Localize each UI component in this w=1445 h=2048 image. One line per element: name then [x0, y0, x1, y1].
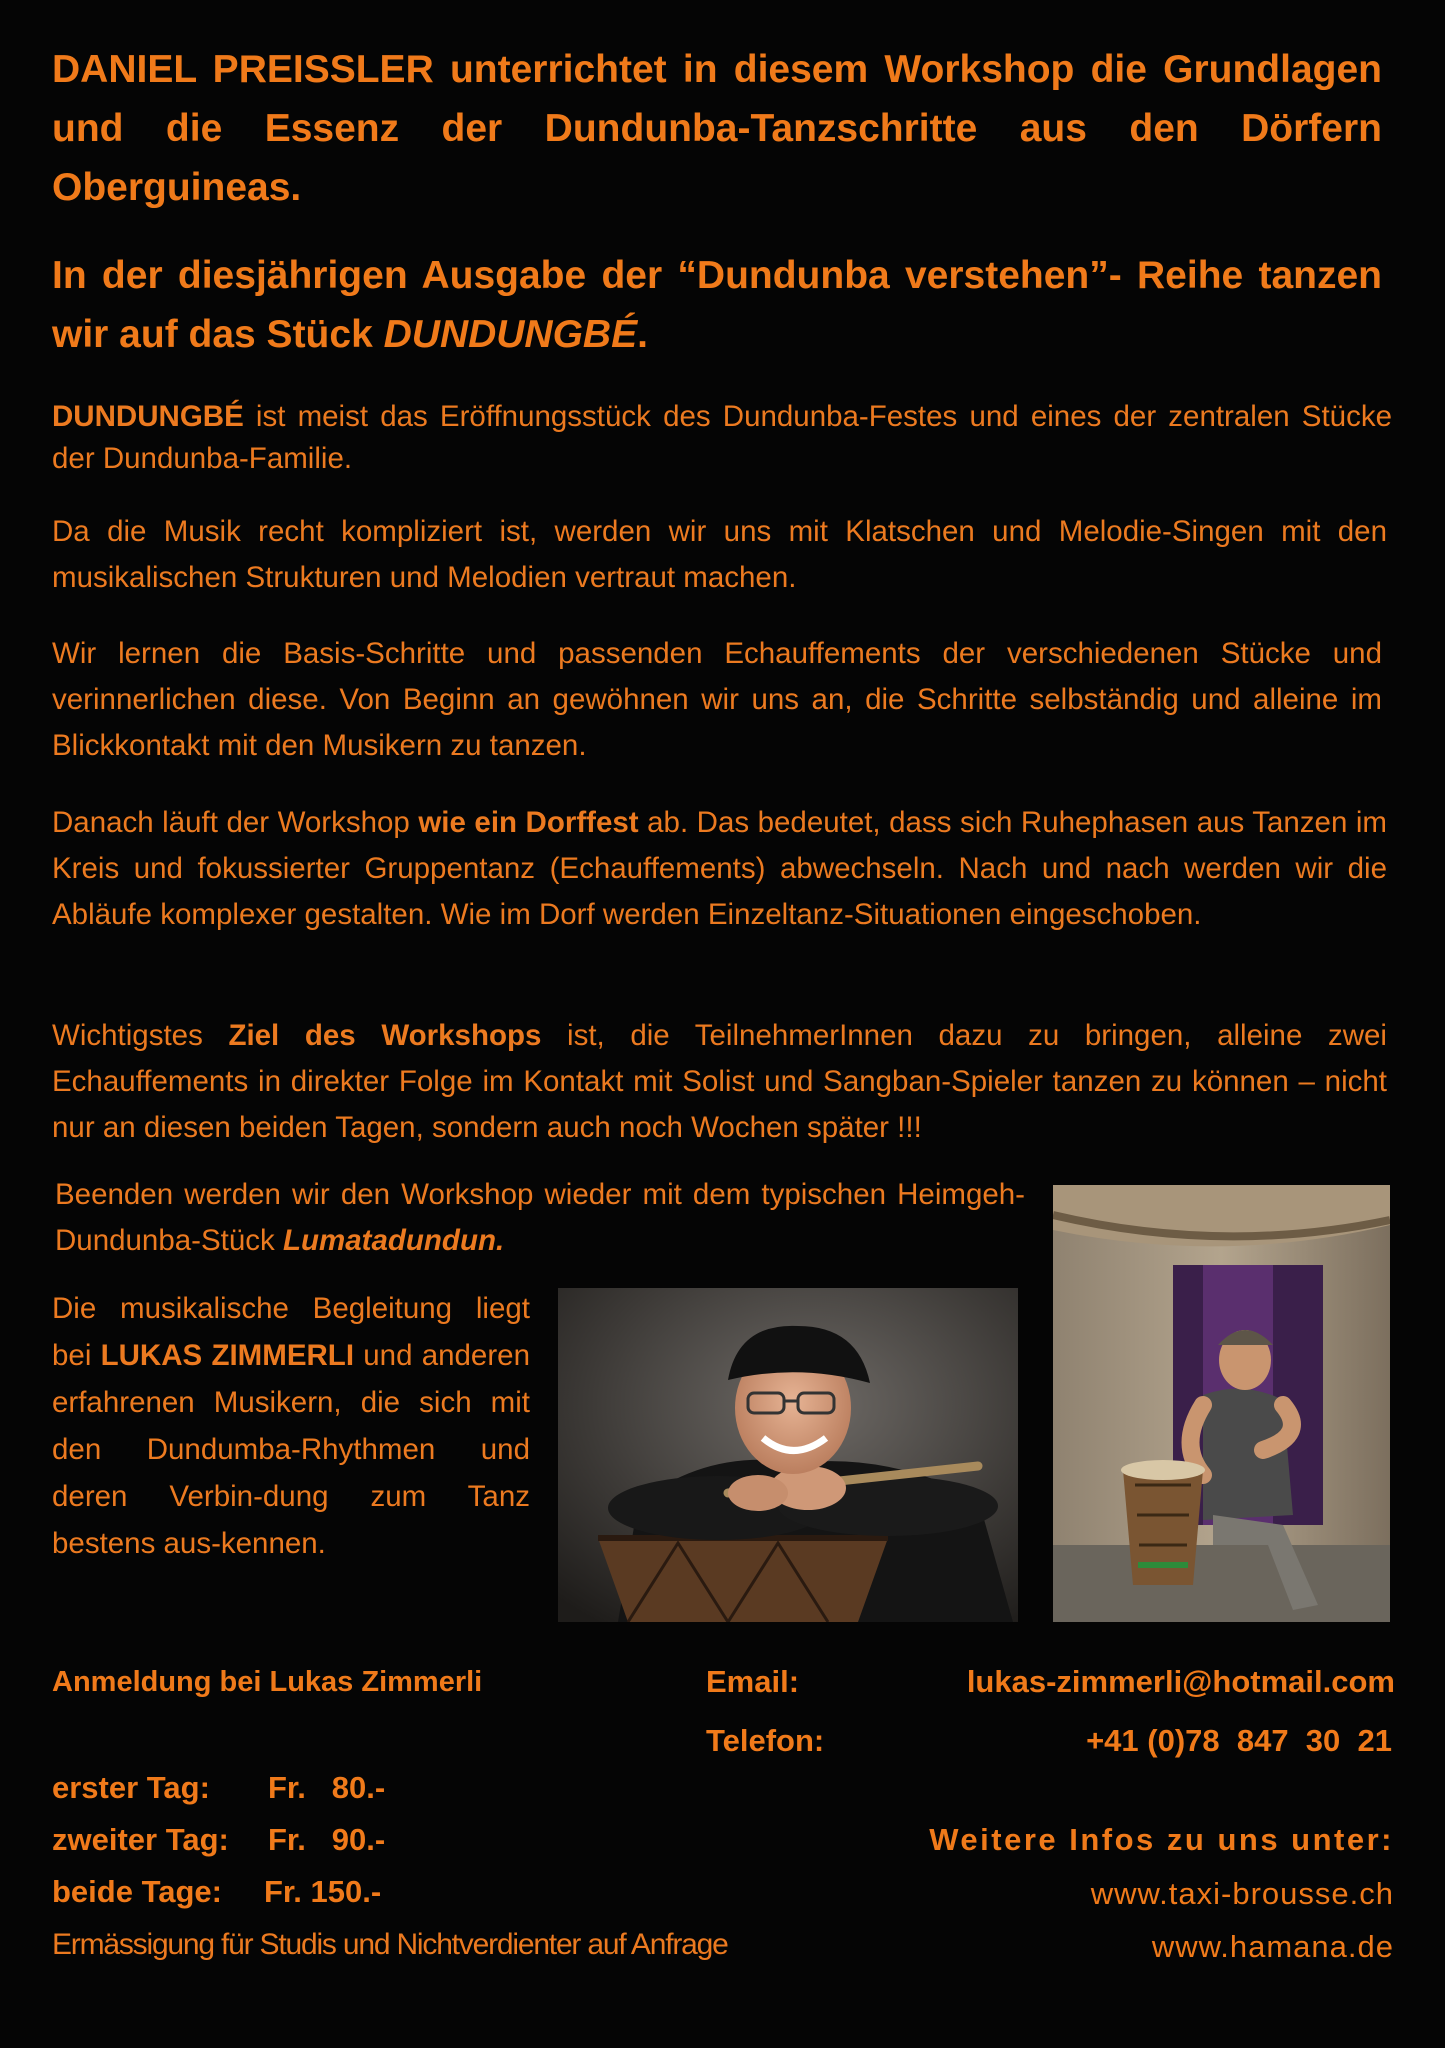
more-info-title: Weitere Infos zu uns unter:: [929, 1822, 1394, 1857]
paragraph-3: [52, 631, 1382, 769]
paragraph-7: [52, 1285, 530, 1567]
paragraph-4-bold: wie ein Dorffest: [418, 806, 639, 839]
phone-label: Telefon:: [706, 1723, 825, 1758]
price-row: [52, 1814, 385, 1866]
intro-line-2-text: In der diesjährigen Ausgabe der “Dundunba verstehen”- Reihe tanzen wir auf das Stück: [52, 254, 1382, 356]
phone-number: +41 (0)78 847 30 21: [1086, 1723, 1392, 1758]
paragraph-1: [52, 396, 1392, 480]
intro-line-2: [52, 246, 1382, 364]
price-row: [52, 1866, 385, 1918]
intro-line-1-text: DANIEL PREISSLER unterrichtet in diesem Workshop die Grundlagen und die Essenz der Dundunba-Tanzschritte aus den Dörfern Oberguineas.: [52, 48, 1382, 209]
paragraph-7-text-b: und anderen erfahrenen Musikern, die sich mit den Dundumba-Rhythmen und deren Verbin-dung zum Tanz bestens aus-kennen.: [52, 1339, 530, 1560]
paragraph-4-text-a: Danach läuft der Workshop: [52, 806, 419, 839]
intro-line-1: [52, 40, 1382, 217]
price-label: zweiter Tag:: [52, 1822, 229, 1857]
paragraph-1-bold: DUNDUNGBÉ: [52, 400, 244, 433]
paragraph-7-bold: LUKAS ZIMMERLI: [100, 1339, 355, 1372]
discount-note: Ermässigung für Studis und Nichtverdienter auf Anfrage: [52, 1928, 728, 1961]
paragraph-7-text-a: Die musikalische Begleitung liegt bei: [52, 1292, 530, 1372]
paragraph-5-bold: Ziel des Workshops: [228, 1019, 542, 1052]
paragraph-5-text-a: Wichtigstes: [52, 1019, 229, 1052]
paragraph-2-text: Da die Musik recht kompliziert ist, werden wir uns mit Klatschen und Melodie-Singen mit den musikalischen Strukturen und Melodien vertraut machen.: [52, 515, 1387, 594]
website-link-1[interactable]: www.taxi-brousse.ch: [1090, 1876, 1394, 1911]
price-label: erster Tag:: [52, 1770, 210, 1805]
price-value: Fr. 150.-: [264, 1874, 382, 1909]
photo-musician-studio: [558, 1288, 1018, 1622]
paragraph-4-text-b: ab. Das bedeutet, dass sich Ruhephasen aus Tanzen im Kreis und fokussierter Gruppentanz (Echauffements) abwechseln. Nach und nach werden wir die Abläufe komplexer gestalten. Wie im Dorf werden Einzeltanz-Situationen eingeschoben.: [52, 806, 1388, 931]
paragraph-2: [52, 509, 1387, 601]
price-label: beide Tage:: [52, 1874, 222, 1909]
price-value: Fr. 90.-: [268, 1822, 386, 1857]
price-value: Fr. 80.-: [268, 1770, 386, 1805]
intro-piece-name: DUNDUNGBÉ: [383, 313, 638, 356]
registration-title: Anmeldung bei Lukas Zimmerli: [52, 1666, 483, 1698]
paragraph-6-text: Beenden werden wir den Workshop wieder mit dem typischen Heimgeh-Dundunba-Stück: [55, 1178, 1025, 1257]
price-row: [52, 1762, 385, 1814]
paragraph-4: [52, 800, 1387, 938]
intro-line-2-end: .: [637, 313, 648, 356]
paragraph-5: [52, 1013, 1387, 1151]
paragraph-5-text-b: ist, die TeilnehmerInnen dazu zu bringen, alleine zwei Echauffements in direkter Folge im Kontakt mit Solist und Sangban-Spieler tanzen zu können – nicht nur an diesen beiden Tagen, sondern auch noch Wochen später !!!: [52, 1019, 1387, 1144]
paragraph-3-text: Wir lernen die Basis-Schritte und passenden Echauffements der verschiedenen Stücke und verinnerlichen diese. Von Beginn an gewöhnen wir uns an, die Schritte selbständig und alleine im Blickkontakt mit den Musikern zu tanzen.: [52, 637, 1382, 762]
photo-musician-village: [1053, 1185, 1390, 1622]
email-link[interactable]: lukas-zimmerli@hotmail.com: [966, 1664, 1395, 1699]
photo-musician-village-image: [1053, 1185, 1390, 1622]
paragraph-6: [55, 1172, 1025, 1264]
email-label: Email:: [706, 1664, 800, 1699]
price-list: [52, 1762, 385, 1918]
paragraph-1-text: ist meist das Eröffnungsstück des Dundunba-Festes und eines der zentralen Stücke der Dundunba-Familie.: [52, 400, 1392, 475]
photo-musician-studio-image: [558, 1288, 1018, 1622]
website-link-2[interactable]: www.hamana.de: [1151, 1929, 1394, 1964]
paragraph-6-bold: Lumatadundun.: [282, 1224, 505, 1257]
